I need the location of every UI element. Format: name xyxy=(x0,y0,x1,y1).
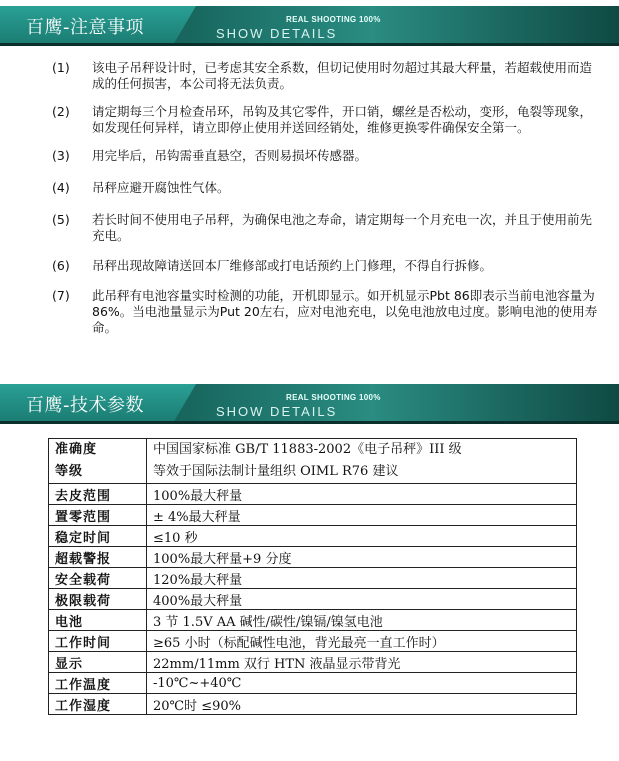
note-text: 若长时间不使用电子吊秤，为确保电池之寿命，请定期每一个月充电一次，并且于使用前先充电。 xyxy=(92,212,593,243)
spec-label: 极限载荷 xyxy=(49,589,147,610)
table-row xyxy=(49,631,577,652)
spec-label: 置零范围 xyxy=(49,505,147,526)
spec-label-line: 准确度 xyxy=(55,442,98,457)
note-item xyxy=(52,60,600,92)
table-row xyxy=(49,526,577,547)
note-item xyxy=(52,212,600,244)
note-item xyxy=(52,258,600,274)
banner-subtitle: SHOW DETAILS xyxy=(216,404,338,419)
note-number: (3) xyxy=(52,148,70,163)
spec-value: 100%最大秤量 xyxy=(147,484,577,505)
table-row xyxy=(49,610,577,631)
note-number: (7) xyxy=(52,288,70,303)
spec-label: 去皮范围 xyxy=(49,484,147,505)
note-text: 此吊秤有电池容量实时检测的功能，开机即显示。如开机显示Pbt 86即表示当前电池容量为86%。当电池量显示为Put 20左右，应对电池充电，以免电池放电过度。影响电池的使用寿命。 xyxy=(92,288,598,335)
note-item xyxy=(52,180,600,196)
banner-title: 百鹰-技术参数 xyxy=(26,395,144,416)
spec-label: 工作温度 xyxy=(49,673,147,694)
spec-value: 100%最大秤量+9 分度 xyxy=(147,547,577,568)
spec-label: 工作湿度 xyxy=(49,694,147,715)
spec-value: ± 4%最大秤量 xyxy=(147,505,577,526)
table-row xyxy=(49,484,577,505)
spec-label: 工作时间 xyxy=(49,631,147,652)
spec-value: -10℃~+40℃ xyxy=(147,673,577,694)
spec-label: 超载警报 xyxy=(49,547,147,568)
spec-label xyxy=(49,439,147,484)
spec-label: 稳定时间 xyxy=(49,526,147,547)
note-item xyxy=(52,288,600,336)
note-item xyxy=(52,104,600,136)
spec-value: ≥65 小时（标配碱性电池，背光最亮一直工作时） xyxy=(147,631,577,652)
spec-value xyxy=(147,439,577,484)
spec-label-line: 等级 xyxy=(55,464,84,479)
note-text: 请定期每三个月检查吊环，吊钩及其它零件，开口销，螺丝是否松动，变形，龟裂等现象，如发现任何异样，请立即停止使用并送回经销处，维修更换零件确保安全第一。 xyxy=(92,104,593,135)
spec-value: 400%最大秤量 xyxy=(147,589,577,610)
banner-subtitle: SHOW DETAILS xyxy=(216,26,338,41)
table-row xyxy=(49,568,577,589)
note-number: (5) xyxy=(52,212,70,227)
table-row xyxy=(49,694,577,715)
specs-table xyxy=(48,438,577,715)
spec-label: 安全载荷 xyxy=(49,568,147,589)
note-text: 吊秤出现故障请送回本厂维修部或打电话预约上门修理，不得自行拆修。 xyxy=(92,258,493,273)
table-row xyxy=(49,547,577,568)
table-row xyxy=(49,439,577,484)
banner-title: 百鹰-注意事项 xyxy=(26,17,144,38)
note-number: (4) xyxy=(52,180,70,195)
spec-value-line: 中国国家标准 GB/T 11883-2002《电子吊秤》III 级 xyxy=(153,442,462,457)
note-number: (2) xyxy=(52,104,70,119)
spec-label: 电池 xyxy=(49,610,147,631)
note-text: 该电子吊秤设计时，已考虑其安全系数，但切记使用时勿超过其最大秤量，若超载使用而造成的任何损害，本公司将无法负责。 xyxy=(92,60,593,91)
note-item xyxy=(52,148,600,164)
spec-value: 22mm/11mm 双行 HTN 液晶显示带背光 xyxy=(147,652,577,673)
section-banner-notes xyxy=(0,6,619,46)
spec-value-line: 等效于国际法制计量组织 OIML R76 建议 xyxy=(153,464,399,479)
table-row xyxy=(49,589,577,610)
note-text: 吊秤应避开腐蚀性气体。 xyxy=(92,180,230,195)
spec-value: ≤10 秒 xyxy=(147,526,577,547)
note-number: (1) xyxy=(52,60,70,75)
note-text: 用完毕后，吊钩需垂直悬空，否则易损坏传感器。 xyxy=(92,148,368,163)
spec-value: 3 节 1.5V AA 碱性/碳性/镍镉/镍氢电池 xyxy=(147,610,577,631)
table-row xyxy=(49,673,577,694)
spec-value: 20℃时 ≤90% xyxy=(147,694,577,715)
table-row xyxy=(49,652,577,673)
table-row xyxy=(49,505,577,526)
section-banner-specs xyxy=(0,384,619,424)
notes-list xyxy=(52,60,600,336)
note-number: (6) xyxy=(52,258,70,273)
spec-value: 120%最大秤量 xyxy=(147,568,577,589)
banner-subtitle-small: REAL SHOOTING 100% xyxy=(286,15,381,24)
spec-label: 显示 xyxy=(49,652,147,673)
banner-subtitle-small: REAL SHOOTING 100% xyxy=(286,393,381,402)
